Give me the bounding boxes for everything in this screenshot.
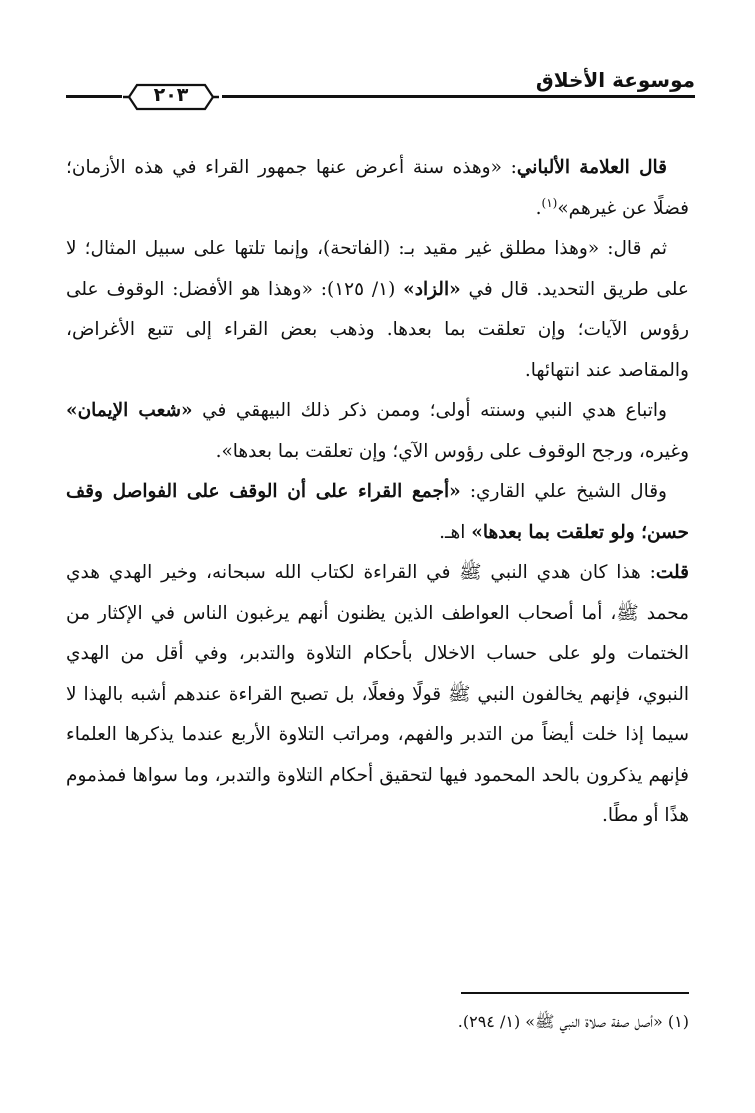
paragraph-5 [66, 553, 689, 837]
paragraph-3 [66, 391, 689, 472]
book-reference: «الزاد» [403, 278, 461, 300]
main-text [66, 148, 689, 837]
speaker-name: قال العلامة الألباني [516, 157, 667, 178]
paragraph-text: : هذا كان هدي النبي ﷺ في القراءة لكتاب الله سبحانه، وخير الهدي هدي محمد ﷺ، أما أصحاب العواطف الذين يظنون أنهم يرغبون الناس في الإكثار من الختمات ولو على حساب الاخلال بأحكام التلاوة والتدبر، وفي أقل من الهدي النبوي، فإنهم يخالفون النبي ﷺ قولًا وفعلًا، بل تصبح القراءة عندهم أشبه بالهذا لا سيما إذا خلت أيضاً من التدبر والفهم، ومراتب التلاوة الأربع عندما يذكرها العلماء فإنهم يذكرون بالحد المحمود فيها لتحقيق أحكام التلاوة والتدبر، وما سواها فمذموم هذًا أو مطًا. [66, 562, 689, 826]
book-title: موسوعة الأخلاق [535, 68, 695, 92]
paragraph-2 [66, 229, 689, 391]
bold-quote: «أجمع القراء على أن الوقف على الفواصل وقف حسن؛ ولو تعلقت بما بعدها» [66, 481, 689, 543]
paragraph-text: وقال الشيخ علي القاري: [469, 481, 667, 502]
page-number: ٢٠٣ [153, 84, 189, 106]
paragraph-text: واتباع هدي النبي وسنته أولى؛ وممن ذكر ذلك البيهقي في [202, 400, 667, 421]
book-reference: «شعب الإيمان» [66, 400, 193, 421]
sentence-end: . [535, 197, 542, 219]
header-rule [222, 95, 695, 98]
footnote: (١) «أصل صفة صلاة النبي ﷺ» (١/ ٢٩٤). [457, 1012, 689, 1031]
header-rule-short [66, 95, 122, 98]
paragraph-text: وغيره، ورجح الوقوف على رؤوس الآي؛ وإن تعلقت بما بعدها». [215, 440, 689, 462]
author-note-lead: قلت [655, 562, 689, 583]
paragraph-1 [66, 148, 689, 229]
paragraph-4 [66, 472, 689, 553]
page-number-ornament [123, 81, 219, 113]
quote-text: : «وهذه سنة أعرض عنها جمهور القراء في هذه الأزمان؛ فضلًا عن غيرهم» [66, 157, 689, 219]
footnote-marker: (١) [541, 195, 558, 210]
page-header [60, 62, 695, 112]
paragraph-tail: اهـ. [439, 521, 466, 543]
paragraph-text: ثم قال: «وهذا مطلق غير مقيد بـ: (الفاتحة)، وإنما تلتها على سبيل المثال؛ لا على طريق التحديد. قال في [66, 238, 689, 300]
footnote-separator [461, 992, 689, 994]
paragraph-text: (١/ ١٢٥): «وهذا هو الأفضل: الوقوف على رؤوس الآيات؛ وإن تعلقت بما بعدها. وذهب بعض القراء إلى تتبع الأغراض، والمقاصد عند انتهائها. [66, 278, 689, 381]
